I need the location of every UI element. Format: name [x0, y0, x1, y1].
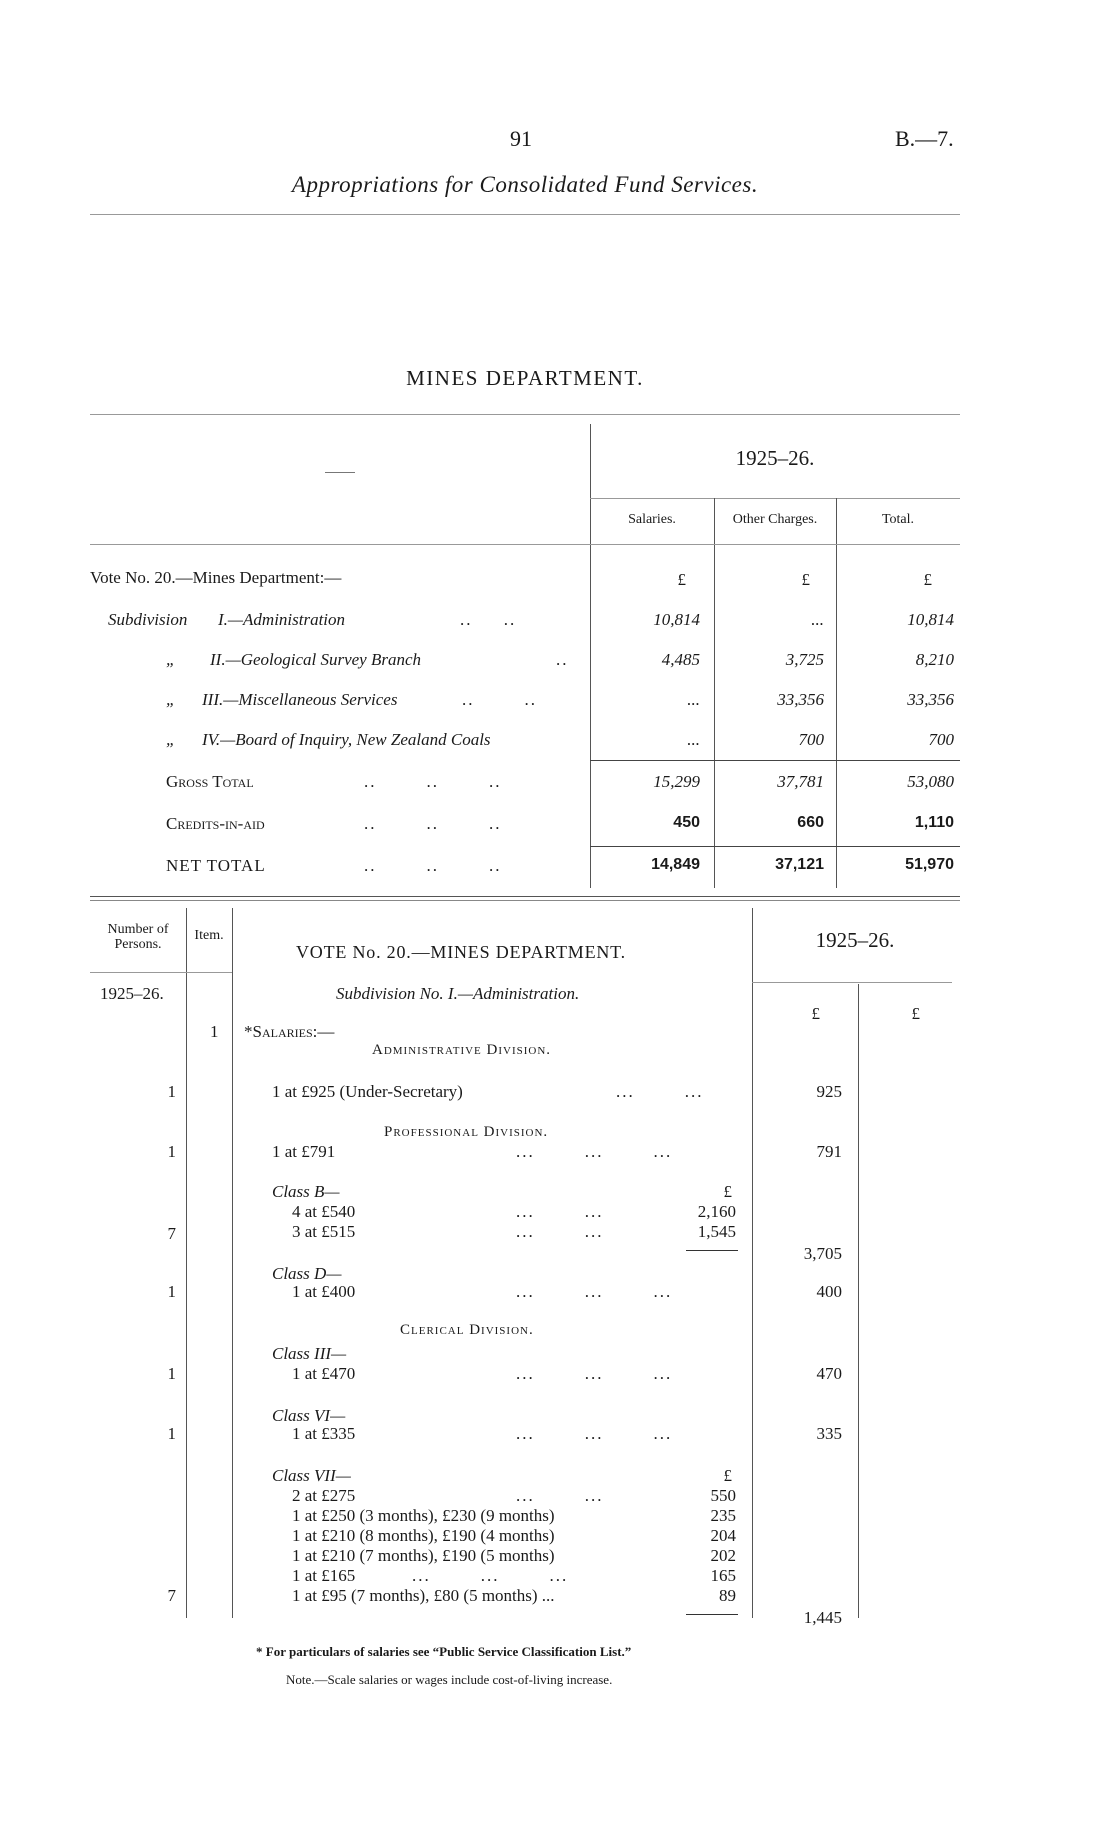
page-title: Appropriations for Consolidated Fund Services. [291, 172, 759, 197]
persons-divider [186, 908, 187, 1618]
leader-dots: .. .. .. [364, 856, 502, 875]
gross-other: 37,781 [777, 772, 824, 791]
salary-line: 1 at £335 [292, 1424, 356, 1443]
persons-count: 1 [167, 1424, 176, 1443]
item-head: Item. [194, 928, 224, 943]
gross-total-label: Gross Total [166, 772, 254, 791]
total-value: 8,210 [915, 650, 954, 669]
leader-dots: ... ... [616, 1082, 704, 1101]
salary-amount: 791 [816, 1142, 842, 1161]
leader-dots: ... ... [516, 1222, 604, 1241]
persons-count: 7 [167, 1586, 176, 1605]
ditto-mark: „ [166, 650, 176, 669]
salary-line: 1 at £400 [292, 1282, 356, 1301]
subdivision-heading: Subdivision No. I.—Administration. [336, 984, 580, 1003]
leader-dots: .. [556, 650, 569, 669]
subtotal-rule [686, 1614, 738, 1615]
persons-head-rule [90, 972, 232, 973]
amount-col-divider [858, 984, 859, 1618]
persons-count: 1 [167, 1364, 176, 1383]
col-head-rule [90, 544, 960, 545]
net-total-label: NET TOTAL [166, 856, 266, 875]
class-vii-total: 1,445 [803, 1608, 842, 1627]
leader-dots: ... ... ... [516, 1282, 673, 1301]
leader-dots: ... ... ... [516, 1424, 673, 1443]
subdivision-label: IV.—Board of Inquiry, New Zealand Coals [202, 730, 491, 749]
currency-salaries: £ [677, 570, 686, 589]
summary-bottom-rule [90, 896, 960, 897]
persons-count: 1 [167, 1082, 176, 1101]
summary-bottom-rule-2 [90, 900, 960, 901]
currency-2: £ [911, 1004, 920, 1023]
salaries-value: 10,814 [653, 610, 700, 629]
leader-dots: .. .. .. [364, 772, 502, 791]
credits-label: Credits-in-aid [166, 814, 265, 833]
administrative-division: Administrative Division. [372, 1042, 552, 1058]
ditto-mark: „ [166, 730, 176, 749]
credits-other: 660 [797, 814, 824, 831]
leader-dots: ... ... ... [516, 1142, 673, 1161]
net-other: 37,121 [775, 856, 824, 873]
other-value: 3,725 [785, 650, 824, 669]
leader-dots: .. .. [460, 610, 517, 629]
clerical-division: Clerical Division. [400, 1322, 534, 1338]
ditto-mark: „ [166, 690, 176, 709]
net-total: 51,970 [905, 856, 954, 873]
summary-top-rule [90, 414, 960, 415]
persons-count: 1 [167, 1142, 176, 1161]
total-value: 700 [928, 730, 954, 749]
currency-other: £ [801, 570, 810, 589]
class-vii-currency: £ [723, 1466, 732, 1485]
sub-amount: 2,160 [697, 1202, 736, 1221]
salary-line: 2 at £275 [292, 1486, 356, 1505]
item-divider [232, 908, 233, 1618]
other-value: 33,356 [777, 690, 824, 709]
currency-1: £ [811, 1004, 820, 1023]
col-total: Total. [881, 512, 915, 527]
salaries-heading: *Salaries:— [244, 1022, 335, 1041]
leader-dots: ... ... [516, 1202, 604, 1221]
department-title: MINES DEPARTMENT. [406, 366, 644, 390]
salary-amount: 925 [816, 1082, 842, 1101]
class-b-total: 3,705 [803, 1244, 842, 1263]
col-other-charges: Other Charges. [732, 512, 818, 527]
year-head-rule [752, 982, 952, 983]
salary-line: 1 at £925 (Under-Secretary) [272, 1082, 463, 1101]
persons-year: 1925–26. [100, 984, 164, 1003]
salary-line: 1 at £210 (7 months), £190 (5 months) [292, 1546, 555, 1565]
net-salaries: 14,849 [651, 856, 700, 873]
note: Note.—Scale salaries or wages include cost-of-living increase. [286, 1672, 613, 1687]
subdivision-prefix: Subdivision [108, 610, 188, 629]
sub-amount: 89 [719, 1586, 736, 1605]
year-rule [590, 498, 960, 499]
salary-amount: 470 [816, 1364, 842, 1383]
class-d-heading: Class D— [272, 1264, 342, 1283]
sub-amount: 1,545 [697, 1222, 736, 1241]
salary-line: 1 at £210 (8 months), £190 (4 months) [292, 1526, 555, 1545]
gross-rule [590, 760, 960, 761]
persons-count: 7 [167, 1224, 176, 1243]
subdivision-label: I.—Administration [218, 610, 346, 629]
detail-year: 1925–26. [815, 928, 895, 952]
other-value: ... [811, 610, 824, 629]
number-of-persons-head: Number of Persons. [107, 922, 169, 952]
credits-salaries: 450 [673, 814, 700, 831]
page-reference: B.—7. [895, 126, 954, 151]
sub-amount: 235 [710, 1506, 736, 1525]
salaries-value: ... [687, 690, 700, 709]
sub-amount: 202 [710, 1546, 736, 1565]
vote-label: Vote No. 20.—Mines Department:— [90, 568, 342, 587]
class-b-currency: £ [723, 1182, 732, 1201]
other-value: 700 [798, 730, 824, 749]
gross-salaries: 15,299 [653, 772, 700, 791]
subtotal-rule [686, 1250, 738, 1251]
vote-title: VOTE No. 20.—MINES DEPARTMENT. [296, 942, 626, 962]
page-number: 91 [510, 126, 532, 151]
header-rule [90, 214, 960, 215]
subdivision-label: II.—Geological Survey Branch [210, 650, 422, 669]
salary-line: 1 at £791 [272, 1142, 336, 1161]
sub-amount: 204 [710, 1526, 736, 1545]
class-iii-heading: Class III— [272, 1344, 347, 1363]
salary-line: 1 at £165 [292, 1566, 356, 1585]
summary-year: 1925–26. [735, 446, 815, 470]
class-b-heading: Class B— [272, 1182, 340, 1201]
col-salaries: Salaries. [628, 512, 676, 527]
class-vi-heading: Class VI— [272, 1406, 346, 1425]
stub-dash [325, 472, 355, 473]
subdivision-label: III.—Miscellaneous Services [202, 690, 398, 709]
leader-dots: ... ... ... [412, 1566, 569, 1585]
net-rule [590, 846, 960, 847]
footnote: * For particulars of salaries see “Public Service Classification List.” [256, 1644, 632, 1659]
salaries-value: 4,485 [661, 650, 700, 669]
sub-amount: 550 [710, 1486, 736, 1505]
salary-line: 1 at £470 [292, 1364, 356, 1383]
item-number: 1 [210, 1022, 219, 1041]
salary-line: 1 at £250 (3 months), £230 (9 months) [292, 1506, 555, 1525]
sub-amount: 165 [710, 1566, 736, 1585]
salary-amount: 335 [816, 1424, 842, 1443]
gross-total: 53,080 [907, 772, 954, 791]
persons-count: 1 [167, 1282, 176, 1301]
currency-total: £ [923, 570, 932, 589]
leader-dots: .. .. .. [364, 814, 502, 833]
leader-dots: ... ... [516, 1486, 604, 1505]
salary-line: 1 at £95 (7 months), £80 (5 months) ... [292, 1586, 555, 1605]
total-value: 10,814 [907, 610, 954, 629]
professional-division: Professional Division. [384, 1124, 549, 1140]
total-value: 33,356 [907, 690, 954, 709]
salary-line: 3 at £515 [292, 1222, 356, 1241]
leader-dots: ... ... ... [516, 1364, 673, 1383]
salary-amount: 400 [816, 1282, 842, 1301]
leader-dots: .. .. [462, 690, 537, 709]
salaries-value: ... [687, 730, 700, 749]
class-vii-heading: Class VII— [272, 1466, 351, 1485]
salary-line: 4 at £540 [292, 1202, 356, 1221]
credits-total: 1,110 [914, 814, 954, 831]
